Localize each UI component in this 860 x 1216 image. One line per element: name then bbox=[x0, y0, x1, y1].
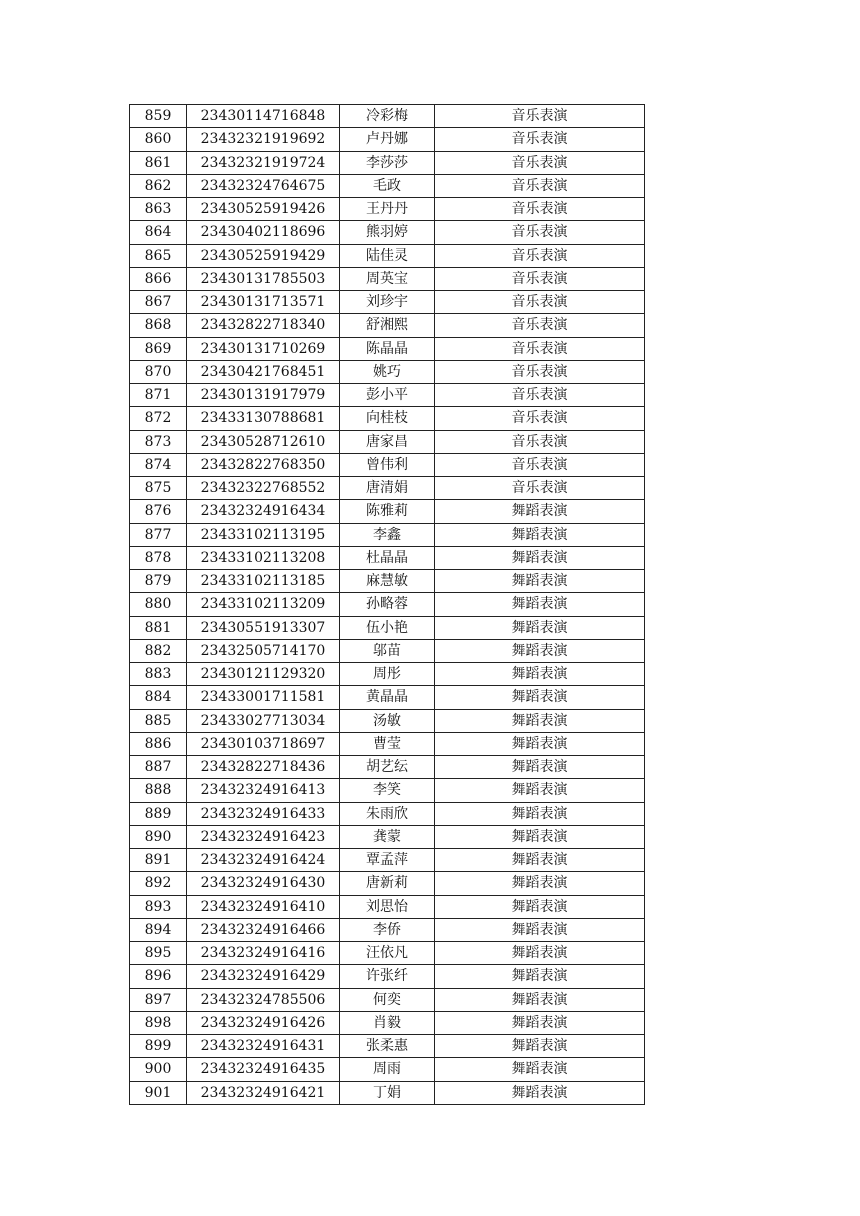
major-name: 音乐表演 bbox=[435, 407, 645, 430]
table-row bbox=[130, 593, 645, 616]
candidate-name: 孙略蓉 bbox=[340, 593, 435, 616]
major-name: 舞蹈表演 bbox=[435, 500, 645, 523]
row-number: 901 bbox=[130, 1081, 187, 1104]
row-number: 872 bbox=[130, 407, 187, 430]
candidate-id: 23432324916435 bbox=[187, 1058, 340, 1081]
candidate-id: 23432324785506 bbox=[187, 988, 340, 1011]
candidate-name: 邬苗 bbox=[340, 639, 435, 662]
candidate-name: 唐清娟 bbox=[340, 477, 435, 500]
row-number: 869 bbox=[130, 337, 187, 360]
row-number: 881 bbox=[130, 616, 187, 639]
table-row bbox=[130, 895, 645, 918]
major-name: 舞蹈表演 bbox=[435, 895, 645, 918]
major-name: 舞蹈表演 bbox=[435, 709, 645, 732]
major-name: 舞蹈表演 bbox=[435, 593, 645, 616]
candidate-id: 23430121129320 bbox=[187, 663, 340, 686]
candidate-id: 23433001711581 bbox=[187, 686, 340, 709]
table-row bbox=[130, 244, 645, 267]
table-row bbox=[130, 732, 645, 755]
candidate-name: 王丹丹 bbox=[340, 198, 435, 221]
major-name: 舞蹈表演 bbox=[435, 849, 645, 872]
candidate-name: 毛政 bbox=[340, 174, 435, 197]
row-number: 864 bbox=[130, 221, 187, 244]
major-name: 音乐表演 bbox=[435, 384, 645, 407]
candidate-id: 23430525919429 bbox=[187, 244, 340, 267]
row-number: 875 bbox=[130, 477, 187, 500]
row-number: 890 bbox=[130, 825, 187, 848]
candidate-id: 23430131917979 bbox=[187, 384, 340, 407]
major-name: 音乐表演 bbox=[435, 453, 645, 476]
table-row bbox=[130, 267, 645, 290]
row-number: 862 bbox=[130, 174, 187, 197]
major-name: 音乐表演 bbox=[435, 105, 645, 128]
candidate-name: 刘珍宇 bbox=[340, 291, 435, 314]
row-number: 877 bbox=[130, 523, 187, 546]
candidate-name: 陈雅莉 bbox=[340, 500, 435, 523]
table-row bbox=[130, 872, 645, 895]
candidate-id: 23432324764675 bbox=[187, 174, 340, 197]
candidate-id: 23430525919426 bbox=[187, 198, 340, 221]
major-name: 音乐表演 bbox=[435, 314, 645, 337]
major-name: 舞蹈表演 bbox=[435, 663, 645, 686]
candidate-name: 杜晶晶 bbox=[340, 546, 435, 569]
row-number: 865 bbox=[130, 244, 187, 267]
candidate-id: 23432822718340 bbox=[187, 314, 340, 337]
table-row bbox=[130, 756, 645, 779]
candidate-name: 舒湘熙 bbox=[340, 314, 435, 337]
candidate-id: 23430402118696 bbox=[187, 221, 340, 244]
candidate-id: 23432324916434 bbox=[187, 500, 340, 523]
row-number: 883 bbox=[130, 663, 187, 686]
row-number: 871 bbox=[130, 384, 187, 407]
candidate-name: 李莎莎 bbox=[340, 151, 435, 174]
row-number: 897 bbox=[130, 988, 187, 1011]
candidate-name: 汤敏 bbox=[340, 709, 435, 732]
candidate-id: 23430131710269 bbox=[187, 337, 340, 360]
candidate-id: 23432324916416 bbox=[187, 942, 340, 965]
candidate-id: 23432505714170 bbox=[187, 639, 340, 662]
candidate-id: 23430131785503 bbox=[187, 267, 340, 290]
row-number: 886 bbox=[130, 732, 187, 755]
candidate-name: 龚蒙 bbox=[340, 825, 435, 848]
candidate-name: 彭小平 bbox=[340, 384, 435, 407]
table-row bbox=[130, 825, 645, 848]
major-name: 舞蹈表演 bbox=[435, 918, 645, 941]
candidate-id: 23432822768350 bbox=[187, 453, 340, 476]
major-name: 音乐表演 bbox=[435, 244, 645, 267]
major-name: 音乐表演 bbox=[435, 128, 645, 151]
roster-table-body bbox=[130, 105, 645, 1105]
table-row bbox=[130, 314, 645, 337]
row-number: 895 bbox=[130, 942, 187, 965]
row-number: 878 bbox=[130, 546, 187, 569]
table-row bbox=[130, 477, 645, 500]
major-name: 舞蹈表演 bbox=[435, 546, 645, 569]
table-row bbox=[130, 639, 645, 662]
row-number: 885 bbox=[130, 709, 187, 732]
candidate-name: 覃孟萍 bbox=[340, 849, 435, 872]
major-name: 舞蹈表演 bbox=[435, 732, 645, 755]
table-row bbox=[130, 221, 645, 244]
candidate-id: 23433102113185 bbox=[187, 570, 340, 593]
candidate-id: 23432324916421 bbox=[187, 1081, 340, 1104]
candidate-name: 冷彩梅 bbox=[340, 105, 435, 128]
table-row bbox=[130, 616, 645, 639]
candidate-id: 23430114716848 bbox=[187, 105, 340, 128]
table-row bbox=[130, 174, 645, 197]
candidate-name: 陈晶晶 bbox=[340, 337, 435, 360]
table-row bbox=[130, 1011, 645, 1034]
major-name: 舞蹈表演 bbox=[435, 802, 645, 825]
table-row bbox=[130, 291, 645, 314]
table-row bbox=[130, 779, 645, 802]
table-row bbox=[130, 663, 645, 686]
major-name: 舞蹈表演 bbox=[435, 616, 645, 639]
candidate-id: 23430103718697 bbox=[187, 732, 340, 755]
row-number: 898 bbox=[130, 1011, 187, 1034]
candidate-name: 丁娟 bbox=[340, 1081, 435, 1104]
row-number: 896 bbox=[130, 965, 187, 988]
major-name: 舞蹈表演 bbox=[435, 639, 645, 662]
candidate-id: 23432321919692 bbox=[187, 128, 340, 151]
candidate-name: 汪依凡 bbox=[340, 942, 435, 965]
candidate-name: 肖毅 bbox=[340, 1011, 435, 1034]
row-number: 891 bbox=[130, 849, 187, 872]
candidate-name: 麻慧敏 bbox=[340, 570, 435, 593]
table-row bbox=[130, 523, 645, 546]
candidate-name: 李笑 bbox=[340, 779, 435, 802]
major-name: 舞蹈表演 bbox=[435, 570, 645, 593]
table-row bbox=[130, 430, 645, 453]
candidate-id: 23430131713571 bbox=[187, 291, 340, 314]
candidate-name: 许张纤 bbox=[340, 965, 435, 988]
row-number: 893 bbox=[130, 895, 187, 918]
major-name: 舞蹈表演 bbox=[435, 1058, 645, 1081]
row-number: 867 bbox=[130, 291, 187, 314]
table-row bbox=[130, 988, 645, 1011]
candidate-name: 朱雨欣 bbox=[340, 802, 435, 825]
row-number: 887 bbox=[130, 756, 187, 779]
candidate-id: 23433102113195 bbox=[187, 523, 340, 546]
major-name: 舞蹈表演 bbox=[435, 756, 645, 779]
candidate-id: 23432324916431 bbox=[187, 1035, 340, 1058]
row-number: 876 bbox=[130, 500, 187, 523]
major-name: 舞蹈表演 bbox=[435, 686, 645, 709]
candidate-id: 23430421768451 bbox=[187, 360, 340, 383]
table-row bbox=[130, 384, 645, 407]
row-number: 868 bbox=[130, 314, 187, 337]
candidate-id: 23432324916410 bbox=[187, 895, 340, 918]
major-name: 舞蹈表演 bbox=[435, 872, 645, 895]
table-row bbox=[130, 686, 645, 709]
candidate-name: 张柔惠 bbox=[340, 1035, 435, 1058]
major-name: 音乐表演 bbox=[435, 267, 645, 290]
candidate-name: 周彤 bbox=[340, 663, 435, 686]
candidate-name: 李侨 bbox=[340, 918, 435, 941]
table-row bbox=[130, 965, 645, 988]
table-row bbox=[130, 407, 645, 430]
candidate-name: 刘思怡 bbox=[340, 895, 435, 918]
candidate-id: 23433027713034 bbox=[187, 709, 340, 732]
candidate-id: 23432324916429 bbox=[187, 965, 340, 988]
candidate-id: 23430551913307 bbox=[187, 616, 340, 639]
table-row bbox=[130, 360, 645, 383]
candidate-name: 周雨 bbox=[340, 1058, 435, 1081]
major-name: 音乐表演 bbox=[435, 477, 645, 500]
row-number: 899 bbox=[130, 1035, 187, 1058]
row-number: 882 bbox=[130, 639, 187, 662]
candidate-name: 伍小艳 bbox=[340, 616, 435, 639]
table-row bbox=[130, 570, 645, 593]
major-name: 音乐表演 bbox=[435, 337, 645, 360]
major-name: 舞蹈表演 bbox=[435, 1035, 645, 1058]
candidate-name: 唐新莉 bbox=[340, 872, 435, 895]
row-number: 873 bbox=[130, 430, 187, 453]
table-row bbox=[130, 198, 645, 221]
candidate-name: 向桂枝 bbox=[340, 407, 435, 430]
table-row bbox=[130, 105, 645, 128]
candidate-id: 23432324916426 bbox=[187, 1011, 340, 1034]
row-number: 861 bbox=[130, 151, 187, 174]
candidate-id: 23432324916424 bbox=[187, 849, 340, 872]
table-row bbox=[130, 151, 645, 174]
table-row bbox=[130, 1058, 645, 1081]
candidate-name: 卢丹娜 bbox=[340, 128, 435, 151]
row-number: 879 bbox=[130, 570, 187, 593]
major-name: 舞蹈表演 bbox=[435, 1081, 645, 1104]
table-row bbox=[130, 453, 645, 476]
table-row bbox=[130, 942, 645, 965]
candidate-id: 23432324916430 bbox=[187, 872, 340, 895]
major-name: 舞蹈表演 bbox=[435, 988, 645, 1011]
table-row bbox=[130, 1081, 645, 1104]
candidate-name: 姚巧 bbox=[340, 360, 435, 383]
row-number: 889 bbox=[130, 802, 187, 825]
candidate-id: 23433102113209 bbox=[187, 593, 340, 616]
major-name: 舞蹈表演 bbox=[435, 965, 645, 988]
major-name: 舞蹈表演 bbox=[435, 779, 645, 802]
table-row bbox=[130, 546, 645, 569]
major-name: 音乐表演 bbox=[435, 151, 645, 174]
row-number: 888 bbox=[130, 779, 187, 802]
major-name: 舞蹈表演 bbox=[435, 523, 645, 546]
row-number: 900 bbox=[130, 1058, 187, 1081]
row-number: 892 bbox=[130, 872, 187, 895]
row-number: 863 bbox=[130, 198, 187, 221]
major-name: 音乐表演 bbox=[435, 291, 645, 314]
candidate-id: 23433130788681 bbox=[187, 407, 340, 430]
candidate-name: 胡艺纭 bbox=[340, 756, 435, 779]
major-name: 舞蹈表演 bbox=[435, 942, 645, 965]
major-name: 舞蹈表演 bbox=[435, 1011, 645, 1034]
candidate-id: 23432324916413 bbox=[187, 779, 340, 802]
table-row bbox=[130, 1035, 645, 1058]
candidate-name: 熊羽婷 bbox=[340, 221, 435, 244]
major-name: 音乐表演 bbox=[435, 430, 645, 453]
row-number: 880 bbox=[130, 593, 187, 616]
row-number: 884 bbox=[130, 686, 187, 709]
table-row bbox=[130, 849, 645, 872]
table-row bbox=[130, 337, 645, 360]
row-number: 870 bbox=[130, 360, 187, 383]
row-number: 866 bbox=[130, 267, 187, 290]
major-name: 舞蹈表演 bbox=[435, 825, 645, 848]
major-name: 音乐表演 bbox=[435, 360, 645, 383]
candidate-id: 23432321919724 bbox=[187, 151, 340, 174]
candidate-name: 李鑫 bbox=[340, 523, 435, 546]
row-number: 860 bbox=[130, 128, 187, 151]
row-number: 859 bbox=[130, 105, 187, 128]
candidate-name: 曹莹 bbox=[340, 732, 435, 755]
table-row bbox=[130, 709, 645, 732]
table-row bbox=[130, 500, 645, 523]
table-row bbox=[130, 802, 645, 825]
candidate-id: 23432324916433 bbox=[187, 802, 340, 825]
candidate-id: 23432822718436 bbox=[187, 756, 340, 779]
major-name: 音乐表演 bbox=[435, 174, 645, 197]
candidate-id: 23432322768552 bbox=[187, 477, 340, 500]
row-number: 894 bbox=[130, 918, 187, 941]
major-name: 音乐表演 bbox=[435, 221, 645, 244]
roster-table bbox=[129, 104, 645, 1105]
candidate-name: 曾伟利 bbox=[340, 453, 435, 476]
row-number: 874 bbox=[130, 453, 187, 476]
candidate-id: 23430528712610 bbox=[187, 430, 340, 453]
candidate-name: 陆佳灵 bbox=[340, 244, 435, 267]
candidate-id: 23433102113208 bbox=[187, 546, 340, 569]
major-name: 音乐表演 bbox=[435, 198, 645, 221]
candidate-id: 23432324916466 bbox=[187, 918, 340, 941]
candidate-name: 周英宝 bbox=[340, 267, 435, 290]
candidate-id: 23432324916423 bbox=[187, 825, 340, 848]
candidate-name: 唐家昌 bbox=[340, 430, 435, 453]
table-row bbox=[130, 918, 645, 941]
candidate-name: 黄晶晶 bbox=[340, 686, 435, 709]
candidate-name: 何奕 bbox=[340, 988, 435, 1011]
table-row bbox=[130, 128, 645, 151]
